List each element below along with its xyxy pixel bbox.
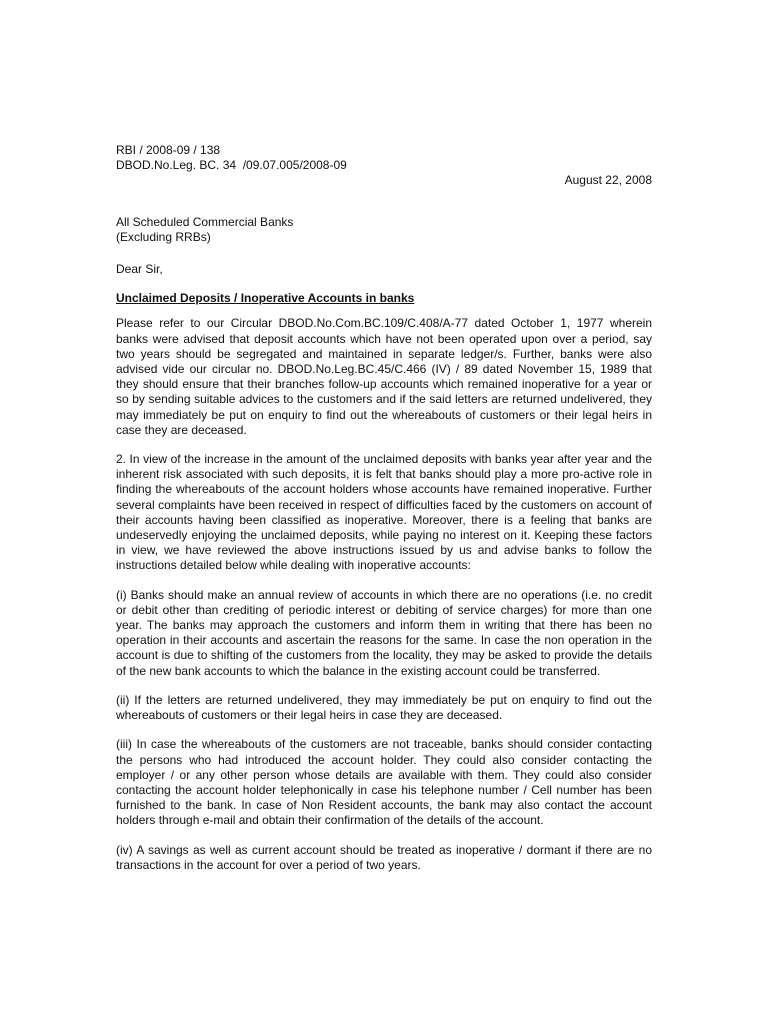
letter-date: August 22, 2008: [564, 173, 652, 188]
paragraph-i: (i) Banks should make an annual review of accounts in which there are no operations (i.e. no credit or debit other than crediting of periodic interest or debiting of service charges) for more than one year. The banks may approach the customers and inform them in writing that there has been no operation in their accounts and ascertain the reasons for the same. In case the non operation in the account is due to shifting of the customers from the locality, they may be asked to provide the details of the new bank accounts to which the balance in the existing account could be transferred.: [116, 587, 652, 678]
paragraph-2: 2. In view of the increase in the amount of the unclaimed deposits with banks year after year and the inherent risk associated with such deposits, it is felt that banks should play a more pro-active role in finding the whereabouts of the account holders whose accounts have remained inoperative. Further several complaints have been received in respect of difficulties faced by the customers on account of their accounts having been classified as inoperative. Moreover, there is a feeling that banks are undeservedly enjoying the unclaimed deposits, while paying no interest on it. Keeping these factors in view, we have reviewed the above instructions issued by us and advise banks to follow the instructions detailed below while dealing with inoperative accounts:: [116, 452, 652, 573]
subject-heading: Unclaimed Deposits / Inoperative Accounts in banks: [116, 291, 415, 306]
paragraph-iii: (iii) In case the whereabouts of the customers are not traceable, banks should consider contacting the persons who had introduced the account holder. They could also consider contacting the employer / or any other person whose details are available with them. They could also consider contacting the account holder telephonically in case his telephone number / Cell number has been furnished to the bank. In case of Non Resident accounts, the bank may also contact the account holders through e-mail and obtain their confirmation of the details of the account.: [116, 737, 652, 828]
paragraph-ii: (ii) If the letters are returned undelivered, they may immediately be put on enquiry to find out the whereabouts of customers or their legal heirs in case they are deceased.: [116, 692, 652, 723]
salutation: Dear Sir,: [116, 262, 163, 277]
addressee-line-1: All Scheduled Commercial Banks: [116, 214, 294, 229]
document-page: [116, 143, 652, 887]
paragraph-intro: Please refer to our Circular DBOD.No.Com.BC.109/C.408/A-77 dated October 1, 1977 wherein banks were advised that deposit accounts which have not been operated upon over a period, say two years should be segregated and maintained in separate ledger/s. Further, banks were also advised vide our circular no. DBOD.No.Leg.BC.45/C.466 (IV) / 89 dated November 15, 1989 that they should ensure that their branches follow-up accounts which remained inoperative for a year or so by sending suitable advices to the customers and if the said letters are returned undelivered, they may immediately be put on enquiry to find out the whereabouts of customers or their legal heirs in case they are deceased.: [116, 316, 652, 437]
paragraph-iv: (iv) A savings as well as current account should be treated as inoperative / dormant if there are no transactions in the account for over a period of two years.: [116, 842, 652, 872]
addressee-line-2: (Excluding RRBs): [116, 229, 211, 244]
reference-number: RBI / 2008-09 / 138: [116, 143, 221, 157]
circular-number: DBOD.No.Leg. BC. 34 /09.07.005/2008-09: [116, 158, 347, 173]
